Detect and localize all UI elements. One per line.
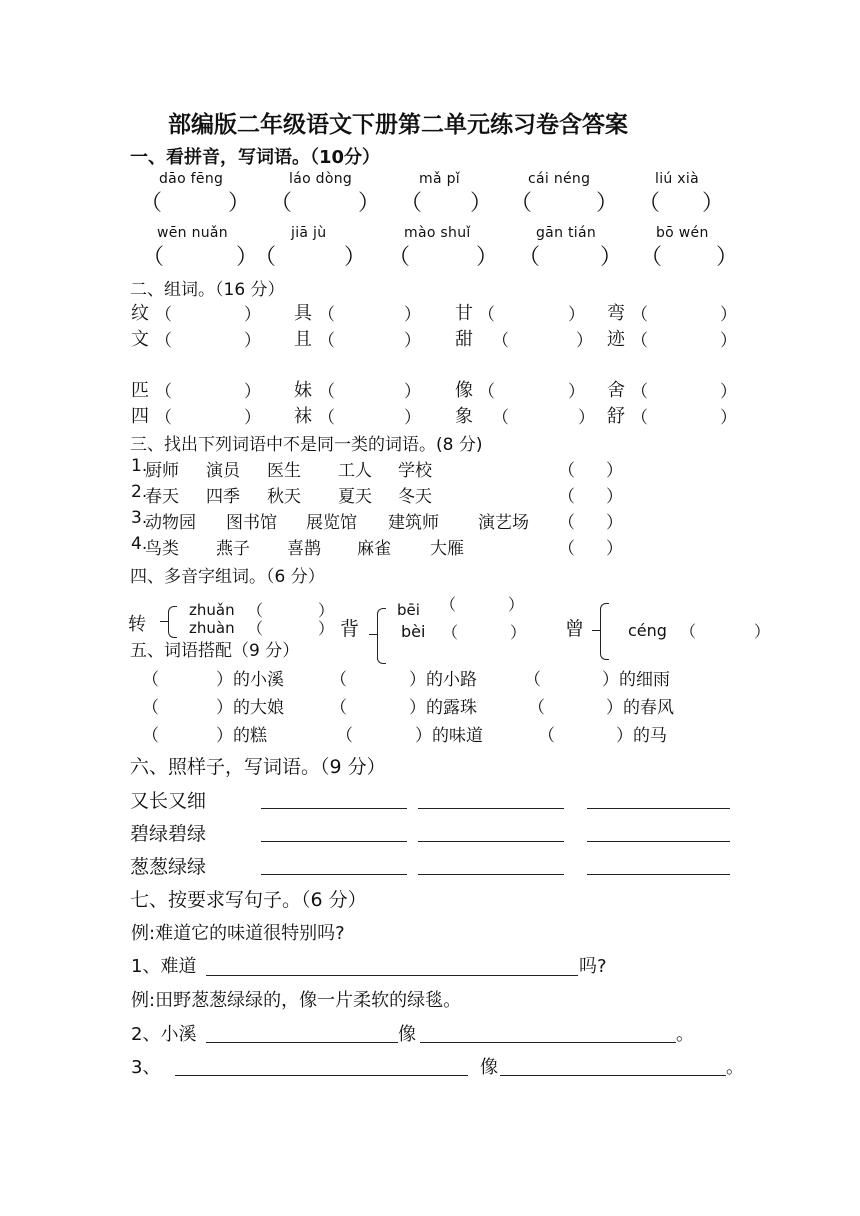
polyphone-char: 背 <box>340 618 360 640</box>
section-5-heading: 五、词语搭配（9 分） <box>130 641 300 661</box>
paren-close: ） <box>244 408 261 428</box>
answer-paren-close: ） <box>606 461 623 481</box>
paren-close: ） <box>716 245 739 270</box>
item-number: 3. <box>131 508 148 528</box>
paren-open: （ <box>270 191 293 216</box>
paren-close: ） <box>568 305 585 325</box>
reading: céng <box>628 621 667 640</box>
paren-open: （ <box>440 595 457 614</box>
word-char: 舍 <box>607 380 625 401</box>
collocation-text: ）的小路 <box>409 670 477 690</box>
paren-close: ） <box>510 623 527 642</box>
paren-open[interactable]: （ <box>318 331 335 351</box>
section-3-heading: 三、找出下列词语中不是同一类的词语。(8 分) <box>130 435 483 455</box>
section-1-heading: 一、看拼音，写词语。（10分） <box>130 147 381 168</box>
paren-open[interactable]: （ <box>492 408 509 428</box>
page-title: 部编版二年级语文下册第二单元练习卷含答案 <box>168 112 628 138</box>
answer-paren-open[interactable]: （ <box>558 513 575 533</box>
paren-open[interactable]: （ <box>330 670 347 690</box>
collocation-text: ）的小溪 <box>216 670 284 690</box>
answer-line[interactable] <box>420 1042 676 1043</box>
paren-open[interactable]: （ <box>478 305 495 325</box>
word-char: 匹 <box>131 380 149 401</box>
paren-open[interactable]: （ <box>318 382 335 402</box>
paren-close: ） <box>358 191 381 216</box>
paren-close: ） <box>244 331 261 351</box>
word: 建筑师 <box>388 513 439 533</box>
item-number: 4. <box>131 534 148 554</box>
paren-close: ） <box>244 305 261 325</box>
pinyin: cái néng <box>528 171 591 187</box>
question-3-suffix: 。 <box>726 1057 744 1078</box>
word: 春天 <box>145 487 179 507</box>
paren-open[interactable]: （ <box>247 619 264 638</box>
word: 秋天 <box>267 487 301 507</box>
paren-open[interactable]: （ <box>631 331 648 351</box>
word-char: 文 <box>131 329 149 350</box>
answer-line[interactable] <box>261 808 407 809</box>
question-3-prefix: 3、 <box>131 1057 161 1078</box>
pinyin: wēn nuǎn <box>157 225 228 241</box>
paren-close: ） <box>404 382 421 402</box>
reading: zhuàn <box>189 619 235 637</box>
word: 工人 <box>338 461 372 481</box>
brace-tick-icon <box>160 621 168 622</box>
answer-line[interactable] <box>500 1075 726 1076</box>
paren-open: （ <box>640 245 663 270</box>
word: 医生 <box>267 461 301 481</box>
paren-open: （ <box>400 191 423 216</box>
brace-icon <box>377 608 386 664</box>
word-char: 甜 <box>455 329 473 350</box>
answer-line[interactable] <box>206 975 578 976</box>
paren-open[interactable]: （ <box>631 305 648 325</box>
collocation-text: ）的糕 <box>216 726 267 746</box>
answer-paren-close: ） <box>606 513 623 533</box>
pinyin: gān tián <box>536 225 597 241</box>
pinyin: mǎ pǐ <box>419 171 460 187</box>
paren-open[interactable]: （ <box>155 408 172 428</box>
paren-close: ） <box>754 622 771 641</box>
paren-open[interactable]: （ <box>528 698 545 718</box>
pinyin: bō wén <box>656 225 709 241</box>
word: 喜鹊 <box>287 539 321 559</box>
example-sentence-2: 例:田野葱葱绿绿的，像一片柔软的绿毯。 <box>131 990 462 1011</box>
answer-paren-open[interactable]: （ <box>558 461 575 481</box>
answer-line[interactable] <box>418 808 564 809</box>
collocation-text: ）的味道 <box>415 726 483 746</box>
word-char: 舒 <box>607 406 625 427</box>
paren-open[interactable]: （ <box>680 622 697 641</box>
answer-line[interactable] <box>587 808 730 809</box>
word: 演艺场 <box>478 513 529 533</box>
paren-open[interactable]: （ <box>155 382 172 402</box>
paren-open[interactable]: （ <box>524 670 541 690</box>
polyphone-char: 曾 <box>565 618 585 640</box>
question-1-suffix: 吗? <box>579 956 607 977</box>
paren-close: ） <box>228 191 251 216</box>
paren-close: ） <box>470 191 493 216</box>
section-7-heading: 七、按要求写句子。（6 分） <box>130 889 367 911</box>
section-2-heading: 二、组词。（16 分） <box>130 280 285 300</box>
word: 麻雀 <box>357 539 391 559</box>
word: 学校 <box>398 461 432 481</box>
paren-open: （ <box>518 245 541 270</box>
paren-close: ） <box>596 191 619 216</box>
paren-open[interactable]: （ <box>538 726 555 746</box>
word: 鸟类 <box>145 539 179 559</box>
reading-clipped: bēi <box>397 601 420 619</box>
word: 厨师 <box>145 461 179 481</box>
paren-close: ） <box>236 245 259 270</box>
word: 图书馆 <box>226 513 277 533</box>
paren-close: ） <box>344 245 367 270</box>
word-char: 甘 <box>455 303 473 324</box>
word: 演员 <box>206 461 240 481</box>
collocation-text: ）的春风 <box>606 698 674 718</box>
answer-paren-close: ） <box>606 487 623 507</box>
word-char: 袜 <box>294 406 312 427</box>
word-char: 四 <box>131 406 149 427</box>
answer-line[interactable] <box>418 841 564 842</box>
paren-open: （ <box>388 245 411 270</box>
section-6-heading: 六、照样子，写词语。（9 分） <box>130 756 386 778</box>
paren-close: ） <box>702 191 725 216</box>
word-char: 纹 <box>131 303 149 324</box>
paren-open[interactable]: （ <box>336 726 353 746</box>
collocation-text: ）的细雨 <box>602 670 670 690</box>
paren-open[interactable]: （ <box>142 670 159 690</box>
paren-close: ） <box>244 382 261 402</box>
answer-line[interactable] <box>261 874 407 875</box>
paren-open: （ <box>638 191 661 216</box>
answer-paren-close: ） <box>606 539 623 559</box>
item-number: 2. <box>131 482 148 502</box>
paren-open: （ <box>140 191 163 216</box>
paren-close: ） <box>720 382 737 402</box>
word-char: 弯 <box>607 303 625 324</box>
paren-close: ） <box>318 619 335 638</box>
pinyin: dāo fēng <box>159 171 224 187</box>
answer-paren-open[interactable]: （ <box>558 539 575 559</box>
word: 四季 <box>206 487 240 507</box>
paren-open[interactable]: （ <box>142 698 159 718</box>
question-2-mid: 像 <box>398 1024 416 1045</box>
question-3-mid: 像 <box>480 1057 498 1078</box>
paren-open[interactable]: （ <box>318 408 335 428</box>
pinyin: mào shuǐ <box>404 225 471 241</box>
paren-close: ） <box>404 408 421 428</box>
paren-close: ） <box>568 382 585 402</box>
brace-tick-icon <box>369 634 377 635</box>
pinyin: jiā jù <box>291 225 327 241</box>
polyphone-char: 转 <box>128 614 146 635</box>
paren-open[interactable]: （ <box>247 601 264 620</box>
paren-open: （ <box>254 245 277 270</box>
paren-close: ） <box>404 331 421 351</box>
collocation-text: ）的大娘 <box>216 698 284 718</box>
paren-close: ） <box>508 595 525 614</box>
question-2-suffix: 。 <box>676 1024 694 1045</box>
word-char: 具 <box>294 303 312 324</box>
paren-close: ） <box>720 305 737 325</box>
pinyin: láo dòng <box>289 171 353 187</box>
item-number: 1. <box>131 456 148 476</box>
example-word: 又长又细 <box>130 790 207 812</box>
word-char: 象 <box>455 406 473 427</box>
paren-close: ） <box>576 331 593 351</box>
question-2-prefix: 2、小溪 <box>131 1024 197 1045</box>
word: 燕子 <box>216 539 250 559</box>
paren-open[interactable]: （ <box>478 382 495 402</box>
answer-line[interactable] <box>418 874 564 875</box>
reading: zhuǎn <box>189 601 235 619</box>
word: 展览馆 <box>306 513 357 533</box>
paren-open[interactable]: （ <box>142 726 159 746</box>
paren-open[interactable]: （ <box>631 408 648 428</box>
word: 冬天 <box>398 487 432 507</box>
question-1-prefix: 1、难道 <box>131 956 197 977</box>
paren-close: ） <box>720 408 737 428</box>
example-word: 碧绿碧绿 <box>130 823 207 845</box>
word-char: 像 <box>455 380 473 401</box>
paren-open[interactable]: （ <box>631 382 648 402</box>
word: 大雁 <box>430 539 464 559</box>
paren-close: ） <box>600 245 623 270</box>
example-word: 葱葱绿绿 <box>130 856 207 878</box>
paren-open[interactable]: （ <box>330 698 347 718</box>
answer-line[interactable] <box>206 1042 398 1043</box>
answer-line[interactable] <box>587 874 730 875</box>
brace-tick-icon <box>592 630 600 631</box>
paren-close: ） <box>578 408 595 428</box>
collocation-text: ）的马 <box>616 726 667 746</box>
paren-close: ） <box>720 331 737 351</box>
pinyin: liú xià <box>655 171 699 187</box>
paren-open[interactable]: （ <box>155 305 172 325</box>
word-char: 妹 <box>294 380 312 401</box>
paren-open[interactable]: （ <box>442 623 459 642</box>
word: 夏天 <box>338 487 372 507</box>
answer-line[interactable] <box>175 1075 468 1076</box>
brace-icon <box>168 606 177 638</box>
paren-open[interactable]: （ <box>155 331 172 351</box>
brace-icon <box>600 603 609 660</box>
reading: bèi <box>401 622 426 641</box>
paren-open[interactable]: （ <box>318 305 335 325</box>
collocation-text: ）的露珠 <box>409 698 477 718</box>
word-char: 迹 <box>607 329 625 350</box>
paren-open: （ <box>142 245 165 270</box>
word: 动物园 <box>145 513 196 533</box>
paren-close: ） <box>476 245 499 270</box>
paren-open: （ <box>510 191 533 216</box>
example-sentence-1: 例:难道它的味道很特别吗? <box>131 923 345 944</box>
paren-open[interactable]: （ <box>492 331 509 351</box>
answer-line[interactable] <box>587 841 730 842</box>
paren-close: ） <box>318 601 335 620</box>
word-char: 且 <box>294 329 312 350</box>
answer-paren-open[interactable]: （ <box>558 487 575 507</box>
answer-line[interactable] <box>261 841 407 842</box>
section-4-heading: 四、多音字组词。（6 分） <box>130 567 325 587</box>
paren-close: ） <box>404 305 421 325</box>
